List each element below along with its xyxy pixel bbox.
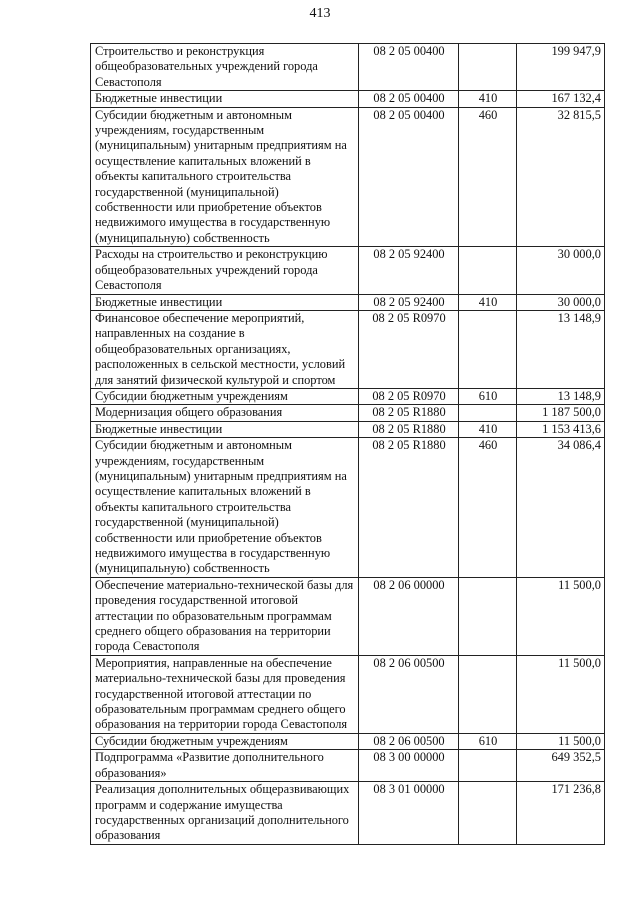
target-code: 08 2 06 00500 xyxy=(359,655,459,733)
expense-type: 460 xyxy=(459,107,517,247)
table-row xyxy=(91,438,605,578)
expense-name: Бюджетные инвестиции xyxy=(91,421,359,437)
expense-name: Бюджетные инвестиции xyxy=(91,91,359,107)
target-code: 08 2 05 R1880 xyxy=(359,421,459,437)
expense-name: Обеспечение материально-технической базы для проведения государственной итоговой аттестации по образовательным программам среднего общего образования на территории города Севастополя xyxy=(91,577,359,655)
target-code: 08 2 05 R1880 xyxy=(359,405,459,421)
amount: 1 187 500,0 xyxy=(517,405,605,421)
table-row xyxy=(91,782,605,845)
expense-type: 610 xyxy=(459,388,517,404)
expense-name: Реализация дополнительных общеразвивающих программ и содержание имущества государственных организаций дополнительного образования xyxy=(91,782,359,845)
target-code: 08 2 05 00400 xyxy=(359,91,459,107)
table-row xyxy=(91,388,605,404)
target-code: 08 2 05 00400 xyxy=(359,44,459,91)
amount: 11 500,0 xyxy=(517,577,605,655)
table-row xyxy=(91,310,605,388)
expense-name: Субсидии бюджетным учреждениям xyxy=(91,733,359,749)
target-code: 08 3 01 00000 xyxy=(359,782,459,845)
expense-type xyxy=(459,405,517,421)
amount: 1 153 413,6 xyxy=(517,421,605,437)
target-code: 08 2 05 R0970 xyxy=(359,310,459,388)
expense-name: Субсидии бюджетным и автономным учреждениям, государственным (муниципальным) унитарным предприятиям на осуществление капитальных вложений в объекты капитального строительства государственной (муниципальной) собственности или приобретение объектов недвижимого имущества в государственную (муниципальную) собственность xyxy=(91,107,359,247)
expense-type xyxy=(459,782,517,845)
amount: 34 086,4 xyxy=(517,438,605,578)
expense-name: Финансовое обеспечение мероприятий, направленных на создание в общеобразовательных организациях, расположенных в сельской местности, условий для занятий физической культурой и спортом xyxy=(91,310,359,388)
expense-name: Мероприятия, направленные на обеспечение материально-технической базы для проведения государственной итоговой аттестации по образовательным программам среднего общего образования на территории города Севастополя xyxy=(91,655,359,733)
expense-name: Расходы на строительство и реконструкцию общеобразовательных учреждений города Севастополя xyxy=(91,247,359,294)
table-row xyxy=(91,750,605,782)
expense-type: 460 xyxy=(459,438,517,578)
table-row xyxy=(91,247,605,294)
expense-name: Подпрограмма «Развитие дополнительного образования» xyxy=(91,750,359,782)
expense-type: 410 xyxy=(459,421,517,437)
table-row xyxy=(91,733,605,749)
expense-type xyxy=(459,44,517,91)
table-row xyxy=(91,405,605,421)
amount: 30 000,0 xyxy=(517,247,605,294)
expense-type xyxy=(459,247,517,294)
table-row xyxy=(91,577,605,655)
amount: 171 236,8 xyxy=(517,782,605,845)
expense-type: 410 xyxy=(459,294,517,310)
table-row xyxy=(91,107,605,247)
amount: 199 947,9 xyxy=(517,44,605,91)
table-row xyxy=(91,44,605,91)
amount: 30 000,0 xyxy=(517,294,605,310)
target-code: 08 2 05 00400 xyxy=(359,107,459,247)
amount: 167 132,4 xyxy=(517,91,605,107)
expense-name: Бюджетные инвестиции xyxy=(91,294,359,310)
expense-name: Строительство и реконструкция общеобразовательных учреждений города Севастополя xyxy=(91,44,359,91)
table-row xyxy=(91,655,605,733)
table-row xyxy=(91,421,605,437)
amount: 11 500,0 xyxy=(517,655,605,733)
target-code: 08 2 05 92400 xyxy=(359,247,459,294)
expense-name: Модернизация общего образования xyxy=(91,405,359,421)
target-code: 08 2 05 92400 xyxy=(359,294,459,310)
amount: 32 815,5 xyxy=(517,107,605,247)
budget-table xyxy=(90,43,605,845)
table-row xyxy=(91,91,605,107)
amount: 13 148,9 xyxy=(517,310,605,388)
amount: 13 148,9 xyxy=(517,388,605,404)
expense-type xyxy=(459,750,517,782)
expense-name: Субсидии бюджетным учреждениям xyxy=(91,388,359,404)
amount: 11 500,0 xyxy=(517,733,605,749)
target-code: 08 2 05 R1880 xyxy=(359,438,459,578)
page-number: 413 xyxy=(309,6,331,21)
target-code: 08 3 00 00000 xyxy=(359,750,459,782)
expense-type xyxy=(459,310,517,388)
expense-type: 410 xyxy=(459,91,517,107)
expense-type xyxy=(459,655,517,733)
expense-type xyxy=(459,577,517,655)
expense-name: Субсидии бюджетным и автономным учреждениям, государственным (муниципальным) унитарным предприятиям на осуществление капитальных вложений в объекты капитального строительства государственной (муниципальной) собственности или приобретение объектов недвижимого имущества в государственную (муниципальную) собственность xyxy=(91,438,359,578)
amount: 649 352,5 xyxy=(517,750,605,782)
target-code: 08 2 06 00000 xyxy=(359,577,459,655)
expense-type: 610 xyxy=(459,733,517,749)
target-code: 08 2 05 R0970 xyxy=(359,388,459,404)
table-row xyxy=(91,294,605,310)
target-code: 08 2 06 00500 xyxy=(359,733,459,749)
